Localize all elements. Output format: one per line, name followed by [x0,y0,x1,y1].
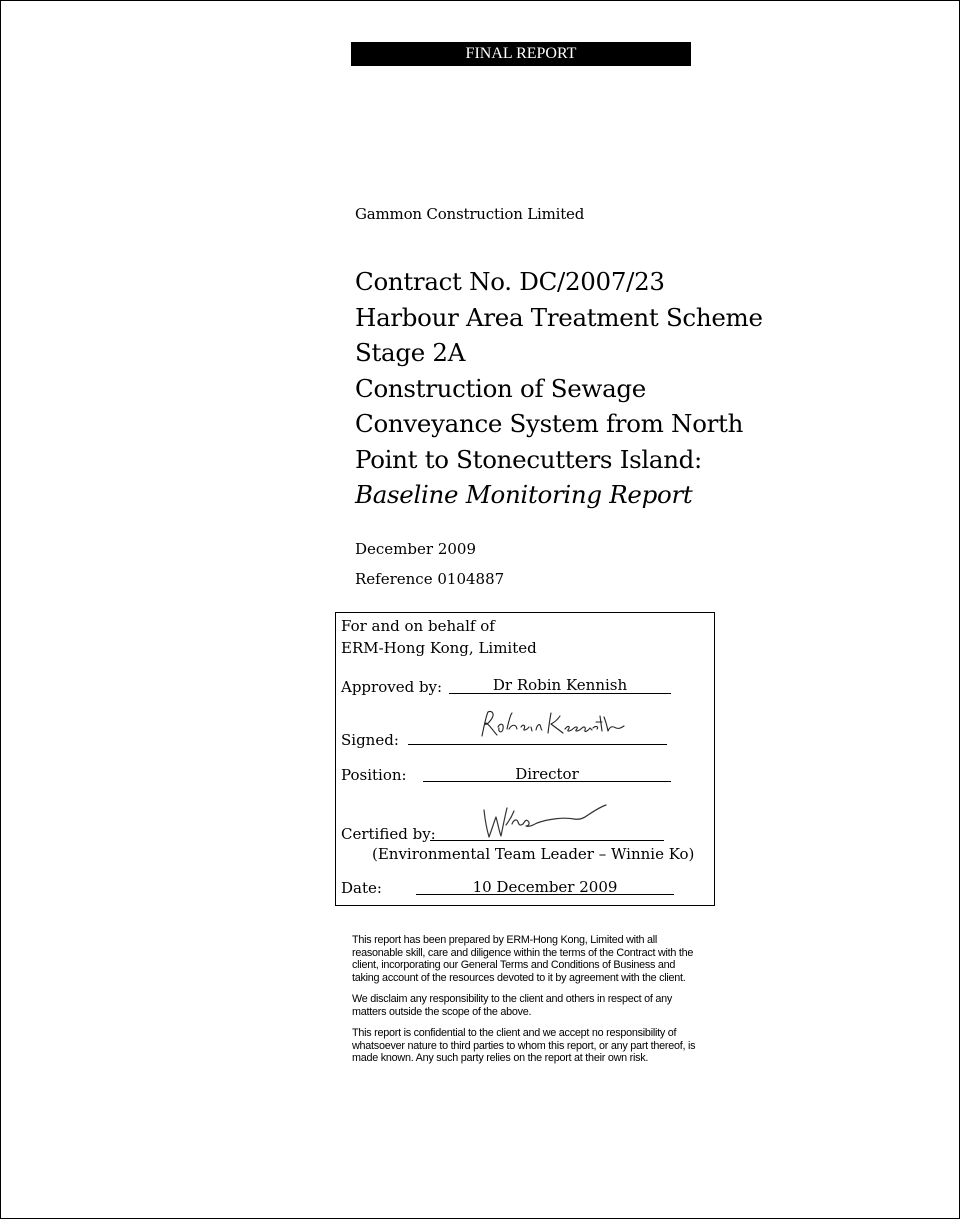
report-title [355,264,775,513]
report-date: December 2009 [355,540,476,558]
signature-box [335,612,715,906]
approved-value: Dr Robin Kennish [492,676,628,694]
signed-underline [408,744,667,745]
title-line: Point to Stonecutters Island: [355,444,703,474]
certified-note: (Environmental Team Leader – Winnie Ko) [372,845,695,863]
title-line: Conveyance System from North [355,409,744,438]
title-line: Harbour Area Treatment Scheme [355,302,763,332]
date-value: 10 December 2009 [472,878,618,896]
director-signature [476,708,626,742]
behalf-line-2: ERM-Hong Kong, Limited [341,639,537,657]
position-label: Position: [341,766,407,784]
signed-label: Signed: [341,731,399,749]
title-line: Construction of Sewage [355,373,646,403]
client-name: Gammon Construction Limited [355,205,585,223]
title-line: Stage 2A [355,338,466,367]
behalf-line-1: For and on behalf of [341,617,495,635]
disclaimer-paragraph: We disclaim any responsibility to the client and others in respect of any matters outside the scope of the above. [352,993,673,1018]
certified-label: Certified by: [341,825,436,843]
date-label: Date: [341,879,382,897]
position-value: Director [515,765,579,783]
report-reference: Reference 0104887 [355,570,505,588]
disclaimer-paragraph: This report has been prepared by ERM-Hong Kong, Limited with all reasonable skill, care and diligence within the terms of the Contract with the client, incorporating our General Terms and Conditions of Business and taking account of the resources devoted to it by agreement with the client. [352,934,694,984]
disclaimer [352,934,702,1074]
approved-label: Approved by: [341,678,443,696]
disclaimer-paragraph: This report is confidential to the client and we accept no responsibility of whatsoever nature to third parties to whom this report, or any part thereof, is made known. Any such party relies on the report at their own risk. [352,1027,696,1064]
report-type: Baseline Monitoring Report [355,480,693,509]
team-leader-signature [476,798,612,844]
final-report-banner: FINAL REPORT [351,42,691,66]
title-line: Contract No. DC/2007/23 [355,267,665,296]
